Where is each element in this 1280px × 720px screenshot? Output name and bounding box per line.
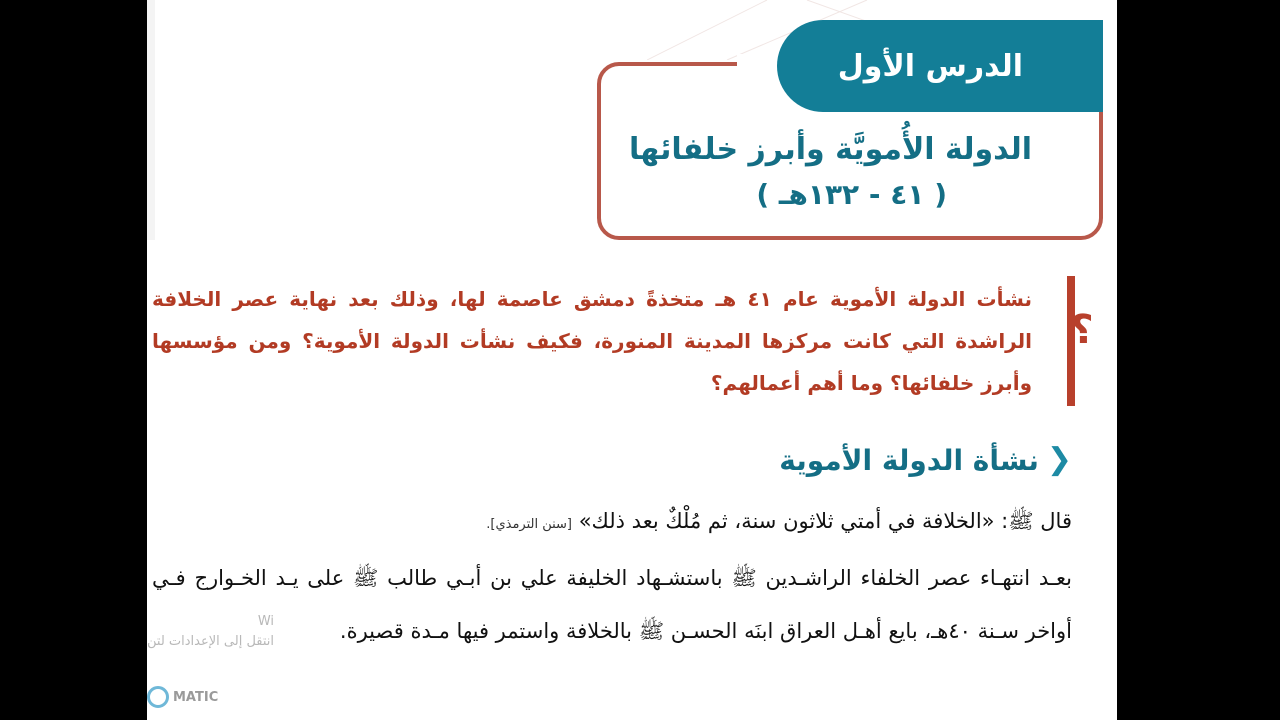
lesson-years: ( ٤١ - ١٣٢هـ ) bbox=[756, 178, 947, 211]
activation-watermark bbox=[147, 612, 274, 652]
hadith-text: قال ﷺ: «الخلافة في أمتي ثلاثون سنة، ثم مُلْكٌ بعد ذلك» bbox=[578, 509, 1072, 533]
logo-ring-icon bbox=[147, 686, 169, 708]
section-heading-text: نشأة الدولة الأموية bbox=[779, 443, 1039, 477]
hadith-source: [سنن الترمذي]. bbox=[486, 517, 573, 532]
lesson-tab bbox=[777, 20, 1103, 112]
body-paragraph: بعـد انتهـاء عصر الخلفاء الراشـدين ﷺ باستشـهاد الخليفة علي بن أبـي طالب ﷺ على يـد الخـوارج فـي أواخر سـنة ٤٠هـ، بايع أهـل العراق ابنَه الحسـن ﷺ بالخلافة واستمر فيها مـدة قصيرة. bbox=[152, 566, 1072, 643]
lesson-tab-label: الدرس الأول bbox=[837, 48, 1023, 84]
section-heading bbox=[779, 440, 1072, 480]
hadith-quote bbox=[486, 508, 1072, 539]
page-shade bbox=[147, 0, 155, 240]
intro-question-icon: ؟ bbox=[1070, 307, 1094, 353]
bottom-logo bbox=[147, 682, 218, 712]
textbook-page bbox=[147, 0, 1117, 720]
logo-text: MATIC bbox=[173, 689, 219, 705]
watermark-line-1: Wi bbox=[257, 614, 275, 629]
intro-paragraph: نشأت الدولة الأموية عام ٤١ هـ متخذةً دمشق عاصمة لها، وذلك بعد نهاية عصر الخلافة الراشدة التي كانت مركزها المدينة المنورة، فكيف نشأت الدولة الأموية؟ ومن مؤسسها وأبرز خلفائها؟ وما أهم أعمالهم؟ bbox=[152, 287, 1033, 395]
watermark-line-2: انتقل إلى الإعدادات لتن bbox=[147, 634, 275, 649]
chevron-left-icon: ❮ bbox=[1046, 442, 1072, 477]
lesson-title: الدولة الأُمويَّة وأبرز خلفائها bbox=[629, 132, 1032, 167]
